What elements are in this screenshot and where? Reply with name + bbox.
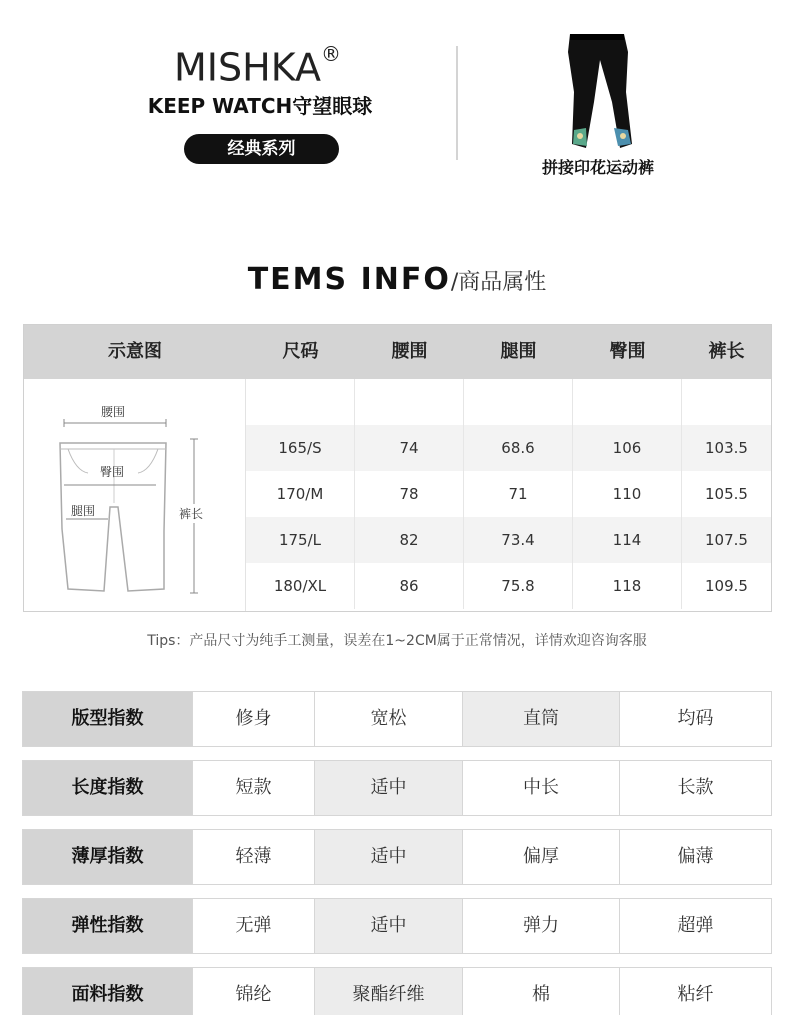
- index-option-selected: 适中: [315, 830, 463, 884]
- diagram-label-length: 裤长: [179, 504, 203, 523]
- index-option: 超弹: [677, 915, 714, 936]
- size-row-xl: [246, 563, 771, 611]
- length-index-row: [22, 760, 772, 816]
- index-option: 偏薄: [677, 846, 714, 867]
- index-option-selected: 适中: [315, 899, 463, 953]
- fabric-index-row: [22, 967, 772, 1015]
- index-option-selected: 聚酯纤维: [315, 968, 463, 1015]
- cell-size: 165/S: [246, 425, 355, 471]
- brand-name: MISHKA: [174, 45, 321, 90]
- cell-length: 105.5: [705, 485, 748, 503]
- cell-thigh: [464, 379, 573, 425]
- header-divider: [456, 46, 458, 160]
- cell-length: [682, 379, 771, 425]
- index-option: 长款: [677, 777, 714, 798]
- diagram-label-waist: 腰围: [101, 405, 126, 419]
- cell-hip: 114: [573, 517, 682, 563]
- index-option: 中长: [463, 761, 620, 815]
- cell-thigh: 71: [464, 471, 573, 517]
- cell-hip: [573, 379, 682, 425]
- header-waist: 腰围: [391, 341, 428, 362]
- elasticity-index-row: [22, 898, 772, 954]
- section-title-en: TEMS INFO: [247, 262, 451, 297]
- cell-waist: 82: [355, 517, 464, 563]
- index-option: 偏厚: [463, 830, 620, 884]
- size-row-s: [246, 425, 771, 471]
- section-title: [0, 262, 794, 297]
- index-option: 轻薄: [193, 830, 315, 884]
- cell-length: 103.5: [705, 439, 748, 457]
- cell-length: 107.5: [705, 531, 748, 549]
- header-thigh: 腿围: [500, 341, 537, 362]
- size-row-blank: [246, 379, 771, 425]
- cell-size: [246, 379, 355, 425]
- series-badge: 经典系列: [184, 134, 339, 164]
- cell-hip: 106: [573, 425, 682, 471]
- brand-tagline: KEEP WATCH守望眼球: [147, 94, 373, 118]
- thickness-index-row: [22, 829, 772, 885]
- index-label: 弹性指数: [23, 899, 193, 953]
- cell-waist: 78: [355, 471, 464, 517]
- diagram-label-thigh: 腿围: [71, 504, 96, 518]
- cell-size: 175/L: [246, 517, 355, 563]
- index-label: 版型指数: [23, 692, 193, 746]
- registered-mark: ®: [320, 42, 341, 66]
- index-label: 面料指数: [23, 968, 193, 1015]
- cell-waist: 86: [355, 563, 464, 609]
- cell-hip: 118: [573, 563, 682, 609]
- pants-diagram: [24, 379, 246, 611]
- header-hip: 臀围: [609, 341, 646, 362]
- index-label: 长度指数: [23, 761, 193, 815]
- product-image: [560, 32, 636, 152]
- cell-size: 180/XL: [246, 563, 355, 609]
- header-length: 裤长: [708, 341, 745, 362]
- index-option: 锦纶: [193, 968, 315, 1015]
- cell-thigh: 75.8: [464, 563, 573, 609]
- index-option-selected: 直筒: [463, 692, 620, 746]
- index-option: 均码: [677, 708, 714, 729]
- size-row-m: [246, 471, 771, 517]
- size-table: [23, 324, 772, 612]
- index-option: 宽松: [315, 692, 463, 746]
- size-table-header: [24, 325, 771, 379]
- index-option: 短款: [193, 761, 315, 815]
- index-option: 修身: [193, 692, 315, 746]
- cell-thigh: 68.6: [464, 425, 573, 471]
- size-table-body: [24, 379, 771, 611]
- diagram-label-hip: 臀围: [100, 465, 125, 479]
- index-option: 粘纤: [677, 984, 714, 1005]
- cell-length: 109.5: [705, 577, 748, 595]
- index-option: 无弹: [193, 899, 315, 953]
- index-option: 弹力: [463, 899, 620, 953]
- fit-index-row: [22, 691, 772, 747]
- header-size: 尺码: [282, 341, 319, 362]
- cell-size: 170/M: [246, 471, 355, 517]
- size-row-l: [246, 517, 771, 563]
- index-label: 薄厚指数: [23, 830, 193, 884]
- cell-hip: 110: [573, 471, 682, 517]
- index-option-selected: 适中: [315, 761, 463, 815]
- pants-outline-icon: [24, 379, 246, 611]
- cell-waist: [355, 379, 464, 425]
- brand-logo: [174, 40, 350, 90]
- header-diagram: 示意图: [108, 341, 162, 362]
- index-option: 棉: [463, 968, 620, 1015]
- product-name: 拼接印花运动裤: [541, 158, 654, 177]
- cell-thigh: 73.4: [464, 517, 573, 563]
- section-title-zh: /商品属性: [450, 270, 547, 295]
- cell-waist: 74: [355, 425, 464, 471]
- measurement-tips: Tips：产品尺寸为纯手工测量，误差在1~2CM属于正常情况，详情欢迎咨询客服: [147, 633, 647, 649]
